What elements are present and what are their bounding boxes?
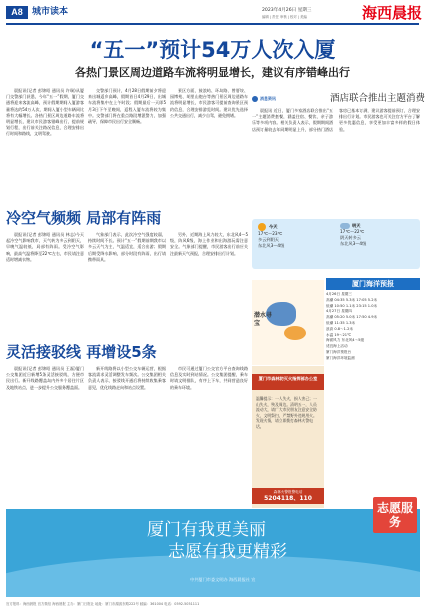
- tide-line: 适宜海上活动: [326, 344, 348, 349]
- tide-line: 浪高 0.8～1.2米: [326, 326, 353, 331]
- tide-line: 高潮 04:35 5.3米 17:05 5.2米: [326, 297, 378, 302]
- section-title: 城市读本: [32, 7, 69, 17]
- tide-line: 海面风力 东北风4～5级: [326, 338, 365, 343]
- fire-hotline-label: 森林火警报警电话: [273, 490, 303, 494]
- weather-tomorrow: [340, 223, 422, 265]
- lead-column-3: 景区方面，鼓浪屿、环岛路、曾厝垵、园博苑、胡里山炮台等热门景区周边道路车流将明显增长，市民游客可提前查询景区预约信息，合理安排游览时间。建议优先选择公共交通出行，减少自驾，避免拥堵。: [170, 88, 248, 118]
- weather-tomorrow-temp: 17℃～22℃: [340, 229, 365, 234]
- tide-forecast-list: [326, 292, 420, 362]
- fire-prevention-title: 厦门市森林防灭火指挥部办公室: [252, 374, 324, 390]
- weather-box: [252, 219, 420, 269]
- header-rule: [6, 23, 419, 25]
- news-tag-label: 消息资讯: [260, 96, 276, 101]
- fish-illustration-icon: [284, 326, 306, 340]
- illustration-caption: 潜水寻宝: [254, 312, 273, 327]
- weather-tomorrow-label: 明天: [352, 223, 361, 228]
- lead-column-1: 晨报讯(记者 彭锦昭 通讯员 许瑞)从厦门交警部门获悉，今年“五一”假期，厦门交通将迎来客流高峰，预计假期期间入厦游客量将达约54万人次，期间入厦小型车辆同比将有大幅增长。各热门景区周边道路车流将明显增长，建议市民游客错峰出行，提前规划行程，出行前关注路况信息，合理安排出行时间和路线，文明驾驶。: [6, 88, 84, 137]
- right-news-body: 晨报讯 近日，厦门多家酒店联合推出“五一”主题消费套餐，涵盖住宿、餐饮、亲子游乐等多项内容。相关负责人表示，假期期间酒店预订量较去年同期明显上升，部分热门酒店客房已基本订满，建议游客提前预订，合理安排出行计划。市民游客也可关注官方平台了解更多优惠信息，享受更加丰富多样的假日体验。: [252, 108, 420, 132]
- weather-today-temp: 17℃～23℃: [258, 231, 283, 236]
- masthead-logo: 海西晨报: [362, 4, 423, 22]
- weather-tomorrow-wind: 东北风3～4级: [340, 241, 367, 246]
- lead-subheadline: 各热门景区周边道路车流将明显增长，建议有序错峰出行: [75, 66, 350, 79]
- article2-column-3: 另外，近期海上风力较大，东北风4～5级，阵风6级，海上作业和出海游玩需注意安全。气象部门提醒，市民游客出行前应关注最新天气预报，合理安排出行计划。: [170, 232, 248, 256]
- article3-headline: 灵活接驳线 再增设5条: [6, 343, 157, 361]
- tide-notes: [326, 366, 420, 506]
- page-header: [0, 0, 425, 32]
- banner-line-1: 厦门有我更美丽: [147, 520, 266, 540]
- tide-line: 4月27日 星期四: [326, 309, 352, 314]
- lead-column-2: 交警部门预计，4月28日假期前夕将迎来出城返乡高峰，假期首日4月29日，出城车流将集中在上午时段；假期最后一天即5月3日下午至晚间，返程入厦车流将较为集中。交警部门将在重点路段增派警力，加强疏导，保障市民出行安全顺畅。: [88, 88, 166, 124]
- fire-prevention-body: 温馨提示：一人失火，损人害己；一山失火，殃及周边。清明五一，人员流动大，请广大市民朋友注意安全防火，文明祭扫，严禁野外违规用火。发现火情，请立即拨打森林火警电话。: [256, 396, 317, 429]
- tide-line: 高潮 05:20 5.0米 17:50 4.9米: [326, 315, 378, 320]
- article3-column-3: 市民可通过厦门公交官方平台查询线路信息及实时到站情况。公交集团提醒，乘车时请文明排队，有序上下车，共同营造良好的乘车环境。: [170, 366, 248, 390]
- article3-column-1: 晨报讯(记者 彭锦昭 通讯员 王磊)厦门公交集团近日新增5条灵活接驳线，方便市民出行。新开线路覆盖岛内外多个居住片区及地铁站点，进一步提升公交服务覆盖面。: [6, 366, 84, 390]
- right-news-headline: 酒店联合推出主题消费: [330, 93, 425, 104]
- article2-headline: 冷空气频频 局部有阵雨: [6, 209, 162, 227]
- fire-hotline: [252, 488, 324, 504]
- weather-tomorrow-desc: 阴天转多云: [340, 235, 361, 240]
- article2-column-2: 气象部门表示，此次冷空气强度较弱，持续时间不长。预计“五一”假期前期我市以多云天气为主，气温适宜，适合出游；假期后期受降水影响，部分时段有阵雨，出行请携带雨具。: [88, 232, 166, 262]
- sun-icon: [258, 223, 266, 231]
- tide-line: 水温 19～21℃: [326, 332, 352, 337]
- tide-line: 低潮 11:35 1.3米: [326, 320, 356, 325]
- editor-line: 编辑 | 责任 审核 | 校对 | 美编: [262, 15, 307, 19]
- article3-column-2: 新开线路将以小型公交车辆运营，根据客流需求灵活调整发车频次。公交集团相关负责人表示，接驳线开通后将持续收集乘客意见，优化线路走向和站点设置。: [88, 366, 166, 390]
- banner-line-2: 志愿有我更精彩: [168, 542, 287, 562]
- tide-line: 低潮 10:50 1.1米 23:15 1.0米: [326, 303, 378, 308]
- fire-hotline-number: 5204118、110: [264, 495, 312, 502]
- banner-signature: 中共厦门市委文明办 海西晨报社 宣: [190, 577, 256, 582]
- weather-today-label: 今天: [269, 224, 278, 229]
- tide-line: 4月26日 星期三: [326, 292, 352, 296]
- weather-today-desc: 多云到阴天: [258, 237, 279, 242]
- issue-date: 2023年4月26日 星期三: [262, 8, 312, 13]
- tide-line: 厦门海洋预报台: [326, 349, 352, 354]
- weather-today: [258, 223, 340, 265]
- tide-forecast-title: 厦门海洋预报: [326, 278, 420, 290]
- lead-headline: “五一”预计54万人次入厦: [89, 38, 336, 62]
- news-tag: [252, 96, 276, 102]
- page-footer: 官方报料：海西晨报 官方微信 海西晨报 主办：厦门日报社 地址：厦门市湖滨东路222号 邮编：361004 电话：0592-5051111: [6, 602, 200, 606]
- page-number: A8: [6, 6, 28, 19]
- tide-line: 厦门海洋环境监测: [326, 355, 355, 360]
- volunteer-badge: 志愿服务: [373, 497, 417, 533]
- article2-column-1: 晨报讯(记者 彭锦昭 通讯员 林志)今天起冷空气影响我市，天气转为多云到阴天，早晚气温较低，局部有阵雨。受冷空气影响，最高气温将降至22℃左右，市民请注意适时增减衣物。: [6, 232, 84, 262]
- dot-icon: [252, 96, 258, 102]
- weather-today-wind: 东北风3～4级: [258, 243, 285, 248]
